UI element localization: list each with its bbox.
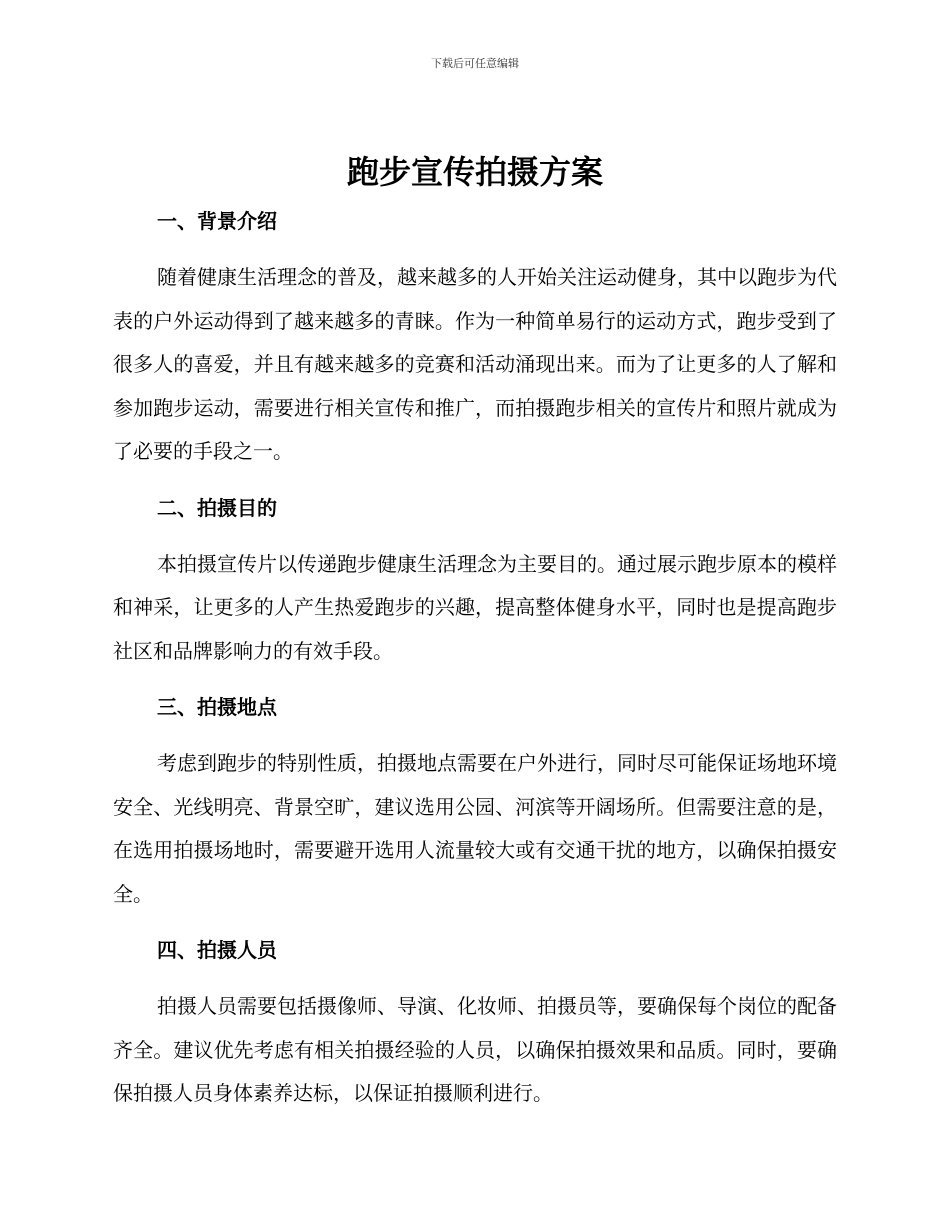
section-personnel [113,933,837,1116]
section-paragraph: 考虑到跑步的特别性质，拍摄地点需要在户外进行，同时尽可能保证场地环境安全、光线明亮、背景空旷，建议选用公园、河滨等开阔场所。但需要注意的是，在选用拍摄场地时，需要避开选用人流量较大或有交通干扰的地方，以确保拍摄安全。 [113,751,837,906]
document-title: 跑步宣传拍摄方案 [346,153,603,191]
section-paragraph: 拍摄人员需要包括摄像师、导演、化妆师、拍摄员等，要确保每个岗位的配备齐全。建议优先考虑有相关拍摄经验的人员，以确保拍摄效果和品质。同时，要确保拍摄人员身体素养达标，以保证拍摄顺利进行。 [113,994,837,1105]
section-heading: 一、背景介绍 [157,209,277,233]
section-heading: 二、拍摄目的 [157,495,277,520]
section-heading: 四、拍摄人员 [157,938,277,962]
section-paragraph: 随着健康生活理念的普及，越来越多的人开始关注运动健身，其中以跑步为代表的户外运动得到了越来越多的青睐。作为一种简单易行的运动方式，跑步受到了很多人的喜爱，并且有越来越多的竞赛和活动涌现出来。而为了让更多的人了解和参加跑步运动，需要进行相关宣传和推广，而拍摄跑步相关的宣传片和照片就成为了必要的手段之一。 [113,265,837,463]
section-background [113,204,837,474]
section-location [113,690,837,916]
section-purpose [113,491,837,674]
page-header-note: 下载后可任意编辑 [431,57,519,70]
document-body [113,204,837,1133]
section-paragraph: 本拍摄宣传片以传递跑步健康生活理念为主要目的。通过展示跑步原本的模样和神采，让更多的人产生热爱跑步的兴趣，提高整体健身水平，同时也是提高跑步社区和品牌影响力的有效手段。 [113,551,837,663]
section-heading: 三、拍摄地点 [157,695,277,719]
